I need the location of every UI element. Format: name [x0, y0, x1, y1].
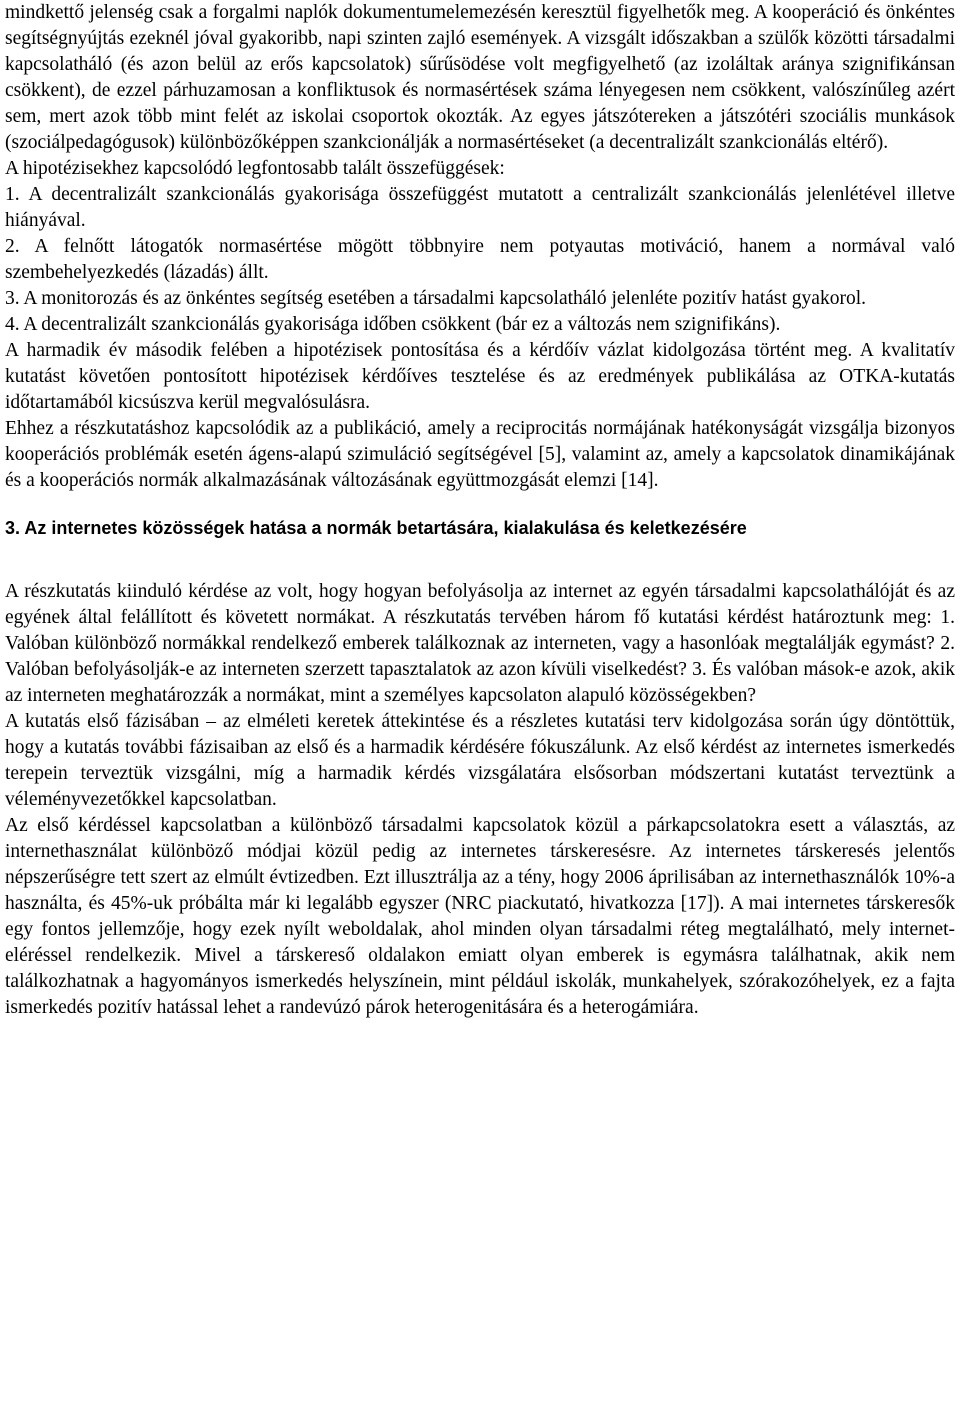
paragraph-research-question: A részkutatás kiinduló kérdése az volt, hogy hogyan befolyásolja az internet az egyén társadalmi kapcsolathálóját és az egyének által felállított és követett normákat. A részkutatás tervében három fő kutatási kérdést határoztunk meg: 1. Valóban különböző normákkal rendelkező emberek találkoznak az interneten, vagy a hasonlóak megtalálják egymást? 2. Valóban befolyásolják-e az interneten szerzett tapasztalatok az azon kívüli viselkedést? 3. És valóban mások-e azok, akik az interneten meghatározzák a normákat, mint a személyes kapcsolaton alapuló közösségekben? [5, 581, 955, 706]
paragraph-third-year: A harmadik év második felében a hipotézisek pontosítása és a kérdőív vázlat kidolgozása történt meg. A kvalitatív kutatást követően pontosított hipotézisek kérdőíves tesztelése és az eredmények publikálása az OTKA-kutatás időtartamából kicsúszva kerül megvalósulásra. [5, 340, 955, 413]
hypothesis-item-1: 1. A decentralizált szankcionálás gyakorisága összefüggést mutatott a centralizált szankcionálás jelenlétével illetve hiányával. [5, 184, 955, 231]
hypothesis-item-3: 3. A monitorozás és az önkéntes segítség esetében a társadalmi kapcsolatháló jelenléte pozitív hatást gyakorol. [5, 288, 866, 309]
hypothesis-item-4: 4. A decentralizált szankcionálás gyakorisága időben csökkent (bár ez a változás nem szignifikáns). [5, 314, 781, 335]
paragraph-first-phase: A kutatás első fázisában – az elméleti keretek áttekintése és a részletes kutatási terv kidolgozása során úgy döntöttük, hogy a kutatás további fázisaiban az első és a harmadik kérdésére fókuszálunk. Az első kérdést az internetes ismerkedés terepein terveztük vizsgálni, míg a harmadik kérdés vizsgálatára elsősorban módszertani kutatást terveztünk a véleményvezetőkkel kapcsolatban. [5, 711, 955, 810]
paragraph-online-dating: Az első kérdéssel kapcsolatban a különböző társadalmi kapcsolatok közül a párkapcsolatokra esett a választás, az internethasználat különböző módjai közül pedig az internetes társkeresésre. Az internetes társkeresés jelentős népszerűségre tett szert az elmúlt évtizedben. Ezt illusztrálja az a tény, hogy 2006 áprilisában az internethasználók 10%-a használta, és 45%-uk próbálta már ki legalább egyszer (NRC piackutató, hivatkozza [17]). A mai internetes társkeresők egy fontos jellemzője, hogy ezek nyílt weboldalak, ahol minden olyan társadalmi réteg megtalálható, mely internet-eléréssel rendelkezik. Mivel a társkereső oldalakon emiatt olyan emberek is egymásra találhatnak, akik nem találkozhatnak a hagyományos ismerkedés helyszínein, mint például iskolák, munkahelyek, szórakozóhelyek, ez a fajta ismerkedés pozitív hatással lehet a randevúzó párok heterogenitására és a heterogámiára. [5, 815, 955, 1018]
section-heading: 3. Az internetes közösségek hatása a normák betartására, kialakulása és keletkezésére [5, 518, 747, 538]
paragraph-observations: mindkettő jelenség csak a forgalmi naplók dokumentumelemezésén keresztül figyelhetők meg. A kooperáció és önkéntes segítségnyújtás ezeknél jóval gyakoribb, napi szinten zajló események. A vizsgált időszakban a szülők közötti társadalmi kapcsolatháló (és azon belül az erős kapcsolatok) sűrűsödése volt megfigyelhető (az izoláltak aránya szignifikánsan csökkent), de ezzel párhuzamosan a konfliktusok és normasértések száma lényegesen nem csökkent, valószínűleg azért sem, mert azok több mint felét az iskolai csoportok okozták. Az egyes játszótereken a játszótéri szociális munkások (szociálpedagógusok) különbözőképpen szankcionálják a normasértéseket (a decentralizált szankcionálás eltérő). [5, 2, 955, 153]
paragraph-publications: Ehhez a részkutatáshoz kapcsolódik az a publikáció, amely a reciprocitás normájának hatékonyságát vizsgálja bizonyos kooperációs problémák esetén ágens-alapú szimuláció segítségével [5], valamint az, amely a kapcsolatok dinamikájának és a kooperációs normák alkalmazásának változásának együttmozgását elemzi [14]. [5, 418, 955, 491]
hypothesis-item-2: 2. A felnőtt látogatók normasértése mögött többnyire nem potyautas motiváció, hanem a normával való szembehelyezkedés (lázadás) állt. [5, 236, 955, 283]
paragraph-hypotheses-intro: A hipotézisekhez kapcsolódó legfontosabb talált összefüggések: [5, 158, 505, 179]
document-page [5, 0, 955, 1021]
